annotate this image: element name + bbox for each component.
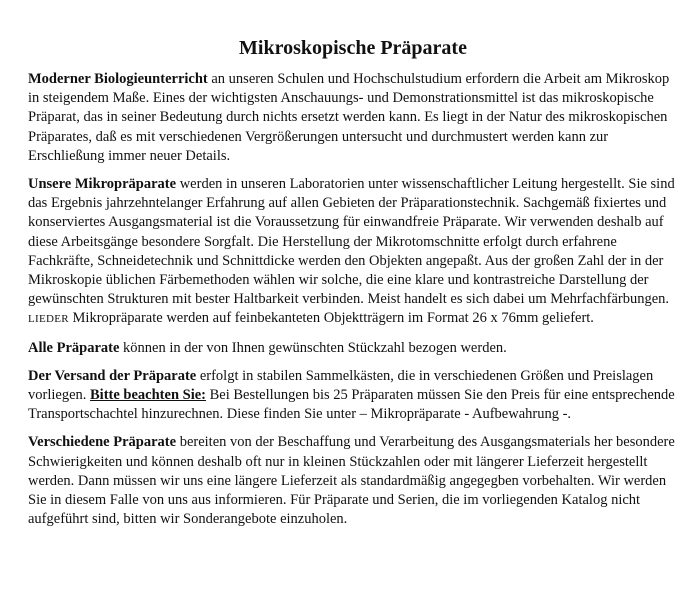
paragraph-biology-teaching bbox=[28, 70, 678, 166]
brand-name: LIEDER bbox=[28, 313, 69, 326]
paragraph-shipping bbox=[28, 367, 678, 425]
paragraph-lead: Verschiedene Präparate bbox=[28, 434, 177, 451]
page-title: Mikroskopische Präparate bbox=[239, 37, 467, 59]
paragraph-various-preparations bbox=[28, 433, 678, 529]
paragraph-text-tail: Mikropräparate werden auf feinbekanteten Objektträgern im Format 26 x 76mm geliefert. bbox=[68, 310, 594, 327]
paragraph-all-preparations bbox=[28, 339, 678, 358]
notice-label: Bitte beachten Sie: bbox=[90, 387, 206, 404]
paragraph-text: bereiten von der Beschaffung und Verarbeitung des Ausgangsmaterials her besondere Schwierigkeiten und können deshalb oft nur in kleinen Stückzahlen oder mit längerer Lieferzeit hergestellt werden. Dann müssen wir uns eine längere Lieferzeit als standardmäßig angegegben vorbehalten. Wir werden Sie in diesem Falle von uns aus informieren. Für Präparate und Serien, die im vorliegenden Katalog nicht aufgeführt sind, bitten wir Sonderangebote einzuholen. bbox=[28, 434, 675, 528]
paragraph-lead: Moderner Biologieunterricht bbox=[28, 71, 208, 87]
paragraph-text: an unseren Schulen und Hochschulstudium erfordern die Arbeit am Mikroskop in steigendem Maße. Eines der wichtigsten Anschauungs- und Demonstrationsmittel ist das mikroskopische Präparat, das in seiner Bedeutung durch nichts ersetzt werden kann. Es liegt in der Natur des mikroskopischen Präparates, daß es mit verschiedenen Vergrößerungen untersucht und durchmustert werden kann zur Erschließung immer neuer Details. bbox=[28, 71, 670, 164]
paragraph-lead: Unsere Mikropräparate bbox=[28, 176, 177, 193]
paragraph-lead: Der Versand der Präparate bbox=[28, 367, 197, 384]
paragraph-text: werden in unseren Laboratorien unter wissenschaftlicher Leitung hergestellt. Sie sind das Ergebnis jahrzehntelanger Erfahrung auf allen Gebieten der Präparationstechnik. Sachgemäß fixiertes und konserviertes Ausgangsmaterial ist die Voraussetzung für einwandfreie Präparate. Wir verwenden deshalb auf diese Arbeitsgänge besondere Sorgfalt. Die Herstellung der Mikrotomschnitte erfolgt durch erfahrene Fachkräfte, Schneidetechnik und Schnittdicke werden den Objekten angepaßt. Aus der großen Zahl der in der Mikroskopie üblichen Färbemethoden wählen wir solche, die eine klare und kontrastreiche Darstellung der gewünschten Strukturen mit bester Haltbarkeit verbinden. Meist handelt es sich dabei um Mehrfachfärbungen. bbox=[28, 176, 675, 308]
paragraph-text: können in der von Ihnen gewünschten Stückzahl bezogen werden. bbox=[119, 339, 507, 356]
paragraph-micro-preparations bbox=[28, 175, 678, 330]
paragraph-text: erfolgt in stabilen Sammelkästen, die in verschiedenen Größen und Preislagen vorliegen. bbox=[28, 367, 654, 404]
paragraph-text-tail: Bei Bestellungen bis 25 Präparaten müssen Sie den Preis für eine entsprechende Transportschachtel hinzurechnen. Diese finden Sie unter – Mikropräparate - Aufbewahrung -. bbox=[28, 387, 675, 423]
paragraph-lead: Alle Präparate bbox=[28, 339, 120, 356]
